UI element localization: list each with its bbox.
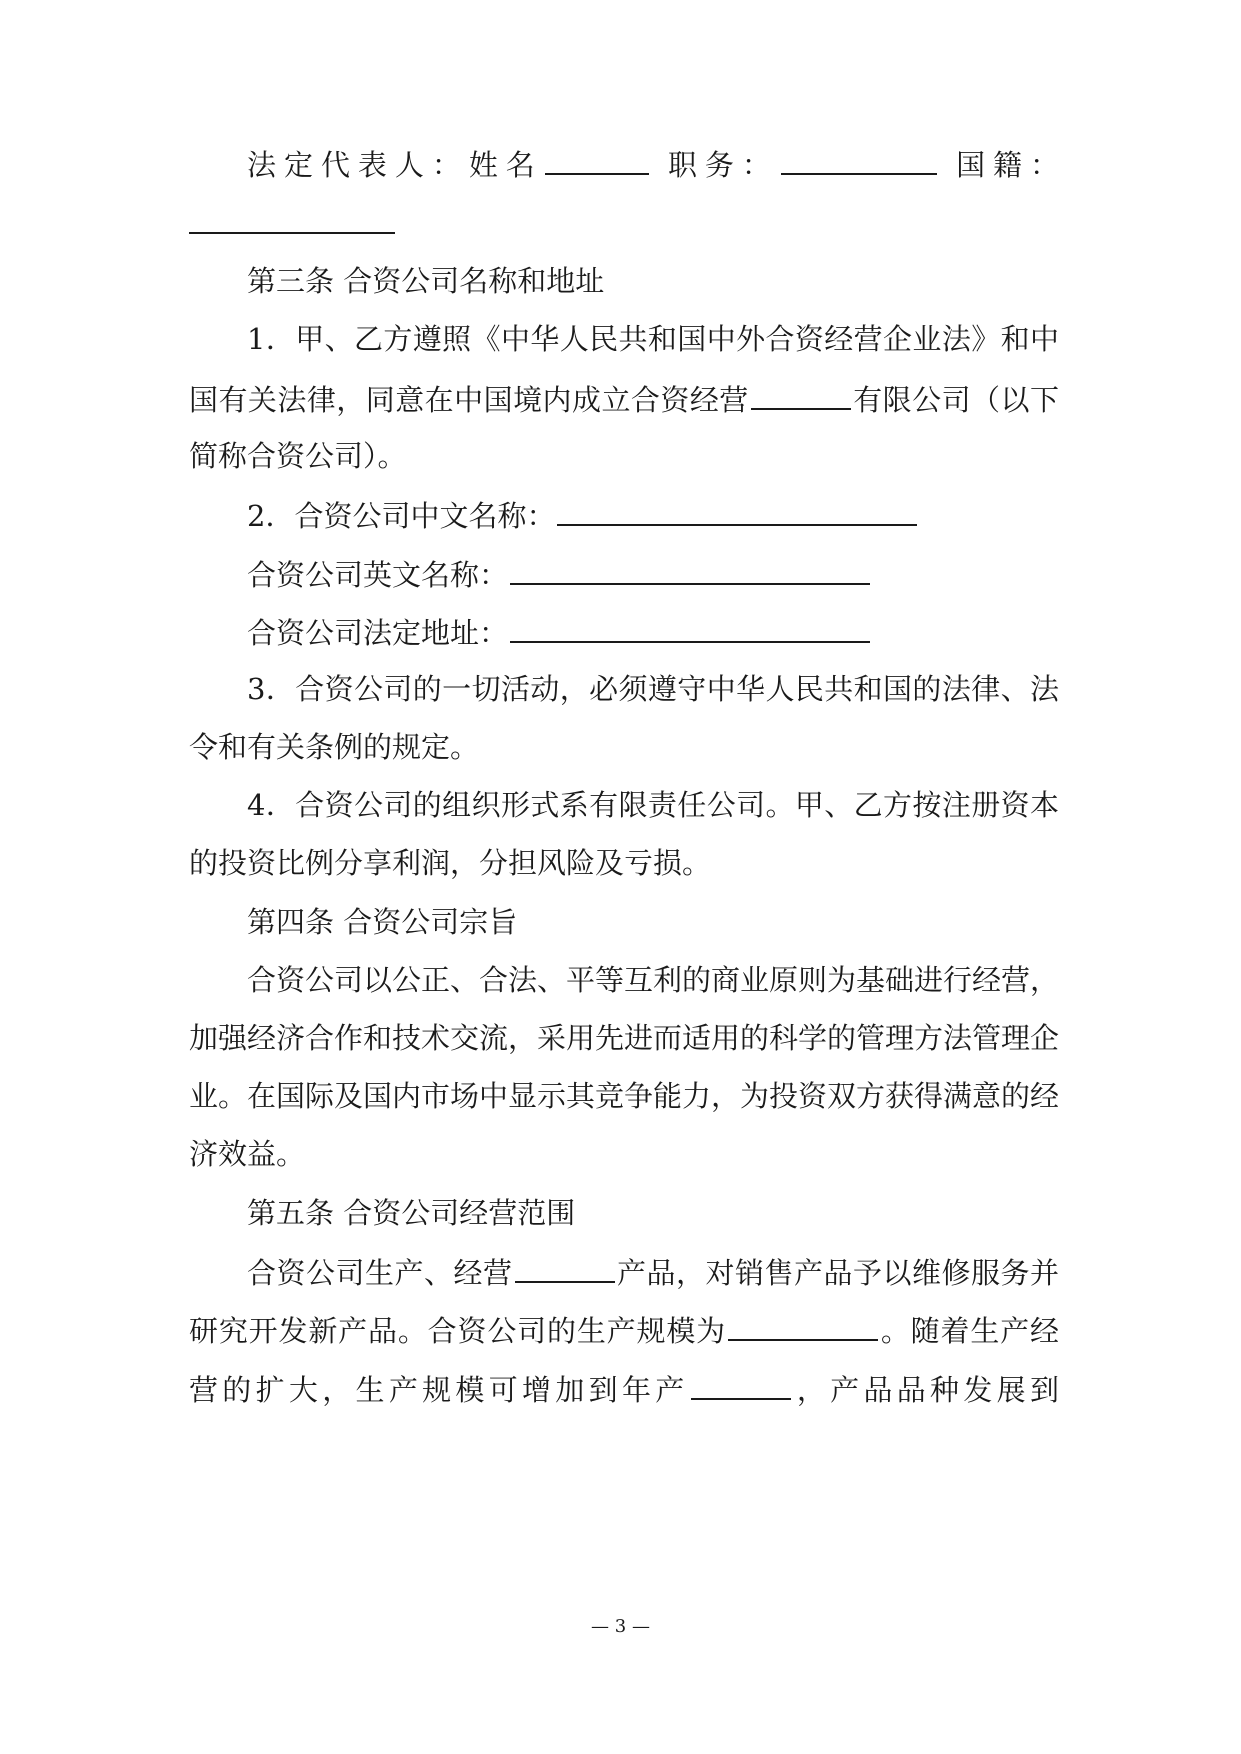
text-line: 合资公司以公正、合法、平等互利的商业原则为基础进行经营， — [247, 963, 1060, 997]
fill-blank — [515, 1251, 615, 1283]
text-line: 研究开发新产品。合资公司的生产规模为 。随着生产经 — [189, 1309, 1059, 1351]
text-line: 业。在国际及国内市场中显示其竞争能力，为投资双方获得满意的经 — [189, 1079, 1060, 1113]
fill-blank — [189, 202, 395, 234]
fill-blank — [751, 378, 851, 410]
article-heading: 第五条 合资公司经营范围 — [247, 1196, 576, 1230]
text-line: 营的扩大，生产规模可增加到年产 ，产品品种发展到 — [189, 1368, 1059, 1410]
text-line: 4．合资公司的组织形式系有限责任公司。甲、乙方按注册资本 — [247, 788, 1059, 822]
text-line: 济效益。 — [189, 1137, 306, 1171]
text-line: 令和有关条例的规定。 — [189, 730, 480, 764]
page-number: — 3 — — [591, 1616, 650, 1637]
text-line: 合资公司生产、经营 产品，对销售产品予以维修服务并 — [247, 1251, 1059, 1293]
text-line: 合资公司法定地址： — [247, 611, 1117, 653]
article-heading: 第三条 合资公司名称和地址 — [247, 264, 605, 298]
text-line: 国有关法律，同意在中国境内成立合资经营 有限公司（以下 — [189, 378, 1059, 420]
fill-blank — [510, 611, 870, 643]
fill-blank — [510, 553, 870, 585]
fill-blank — [545, 143, 649, 175]
text-line: 1．甲、乙方遵照《中华人民共和国中外合资经营企业法》和中 — [247, 322, 1059, 356]
text-line: 加强经济合作和技术交流，采用先进而适用的科学的管理方法管理企 — [189, 1021, 1060, 1055]
fill-blank — [691, 1368, 791, 1400]
text-line: 2．合资公司中文名称： — [247, 494, 1117, 536]
text-line: 合资公司英文名称： — [247, 553, 1117, 595]
fill-blank — [728, 1309, 878, 1341]
text-line: 的投资比例分享利润，分担风险及亏损。 — [189, 846, 712, 880]
text-line: 法定代表人：姓名 职务： 国籍： — [247, 143, 1059, 185]
text-line: 简称合资公司）。 — [189, 439, 407, 473]
fill-blank — [781, 143, 937, 175]
fill-blank — [557, 494, 917, 526]
text-line: 3．合资公司的一切活动，必须遵守中华人民共和国的法律、法 — [247, 672, 1059, 706]
text-line — [189, 202, 1059, 244]
article-heading: 第四条 合资公司宗旨 — [247, 905, 518, 939]
